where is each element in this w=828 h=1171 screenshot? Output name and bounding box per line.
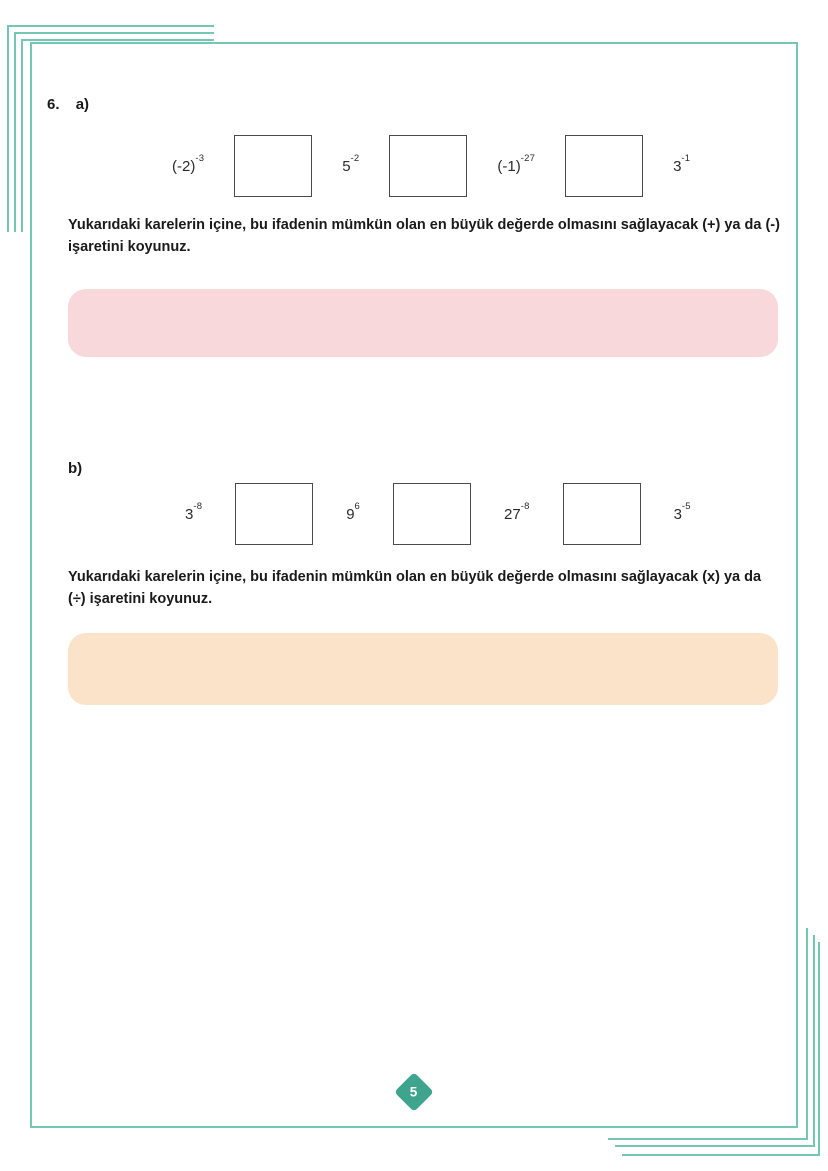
answer-area-b bbox=[68, 633, 778, 705]
sign-answer-box-b1[interactable] bbox=[235, 483, 313, 545]
expression-row-b bbox=[185, 483, 691, 545]
term-b2 bbox=[346, 500, 361, 523]
term-exponent: -2 bbox=[350, 152, 360, 164]
answer-area-a bbox=[68, 289, 778, 357]
sign-answer-box-b2[interactable] bbox=[393, 483, 471, 545]
term-b1 bbox=[185, 500, 203, 523]
question-number: 6. bbox=[47, 96, 60, 113]
term-base: (-2) bbox=[172, 158, 196, 175]
page-number: 5 bbox=[410, 1084, 418, 1100]
part-b-label: b) bbox=[68, 460, 83, 477]
term-exponent: -3 bbox=[195, 152, 205, 164]
term-base: 3 bbox=[673, 506, 682, 523]
term-base: 3 bbox=[185, 506, 194, 523]
instruction-b: Yukarıdaki karelerin içine, bu ifadenin mümkün olan en büyük değerde olmasını sağlayacak (x) ya da (÷) işaretini koyunuz. bbox=[68, 569, 762, 608]
term-exponent: -5 bbox=[681, 500, 691, 512]
term-base: 9 bbox=[346, 506, 355, 523]
term-b3 bbox=[504, 500, 530, 523]
sign-answer-box-a1[interactable] bbox=[234, 135, 312, 197]
term-base: 27 bbox=[504, 506, 521, 523]
part-b-header bbox=[68, 460, 82, 477]
frame-corner-decoration bbox=[622, 942, 820, 1156]
sign-answer-box-a3[interactable] bbox=[565, 135, 643, 197]
term-a3 bbox=[497, 152, 536, 175]
term-exponent: -8 bbox=[520, 500, 530, 512]
term-base: 5 bbox=[342, 158, 351, 175]
term-exponent: -1 bbox=[681, 152, 691, 164]
expression-row-a bbox=[172, 135, 690, 197]
term-exponent: 6 bbox=[354, 500, 361, 512]
question-header bbox=[47, 96, 89, 113]
term-a2 bbox=[342, 152, 360, 175]
term-a1 bbox=[172, 152, 205, 175]
part-a-label: a) bbox=[75, 96, 90, 113]
term-base: (-1) bbox=[497, 158, 521, 175]
term-a4 bbox=[673, 152, 691, 175]
instruction-a: Yukarıdaki karelerin içine, bu ifadenin mümkün olan en büyük değerde olmasını sağlayacak (+) ya da (-) işaretini koyunuz. bbox=[68, 217, 780, 256]
sign-answer-box-b3[interactable] bbox=[563, 483, 641, 545]
term-exponent: -27 bbox=[520, 152, 536, 164]
term-b4 bbox=[673, 500, 691, 523]
sign-answer-box-a2[interactable] bbox=[389, 135, 467, 197]
term-base: 3 bbox=[673, 158, 682, 175]
term-exponent: -8 bbox=[193, 500, 203, 512]
